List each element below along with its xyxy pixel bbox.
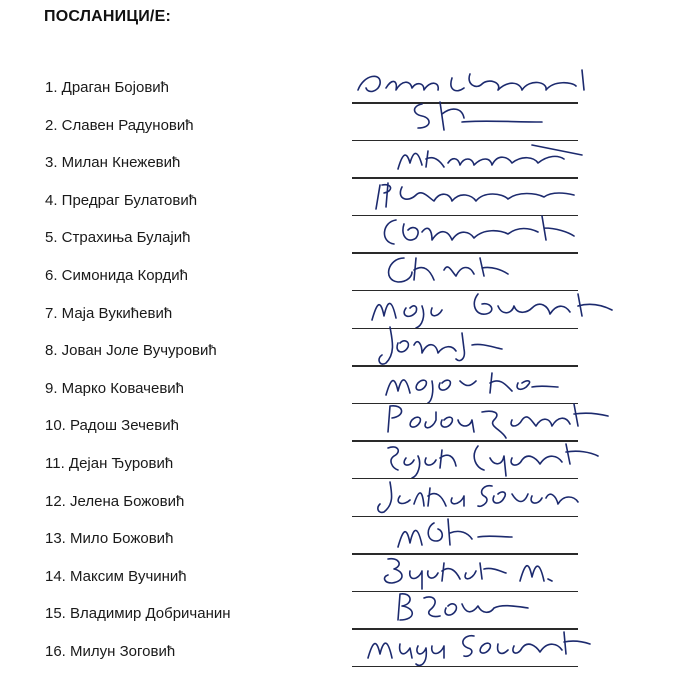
member-name: 14. Максим Вучинић — [45, 567, 187, 585]
member-name: 6. Симонида Кордић — [45, 266, 189, 284]
member-list — [0, 70, 676, 672]
member-name: 3. Милан Кнежевић — [45, 154, 181, 172]
member-name: 7. Маја Вукићевић — [45, 304, 173, 322]
member-name: 8. Јован Јоле Вучуровић — [45, 342, 217, 360]
page-title: ПОСЛАНИЦИ/Е: — [44, 8, 171, 25]
member-name: 11. Дејан Ђуровић — [45, 454, 174, 472]
member-name: 1. Драган Бојовић — [45, 79, 170, 96]
member-name: 16. Милун Зоговић — [45, 642, 176, 660]
signature-line — [352, 666, 578, 668]
handwritten-signature — [352, 624, 622, 670]
member-name: 15. Владимир Добричанин — [45, 605, 231, 623]
member-name: 4. Предраг Булатовић — [45, 191, 198, 209]
member-name: 5. Страхиња Булајић — [45, 229, 191, 247]
member-name: 10. Радош Зечевић — [45, 417, 179, 435]
member-name: 12. Јелена Божовић — [45, 492, 185, 510]
member-name: 9. Марко Ковачевић — [45, 379, 185, 397]
member-name: 2. Славен Радуновић — [45, 116, 194, 134]
list-item — [0, 634, 676, 672]
member-name: 13. Мило Божовић — [45, 530, 174, 548]
